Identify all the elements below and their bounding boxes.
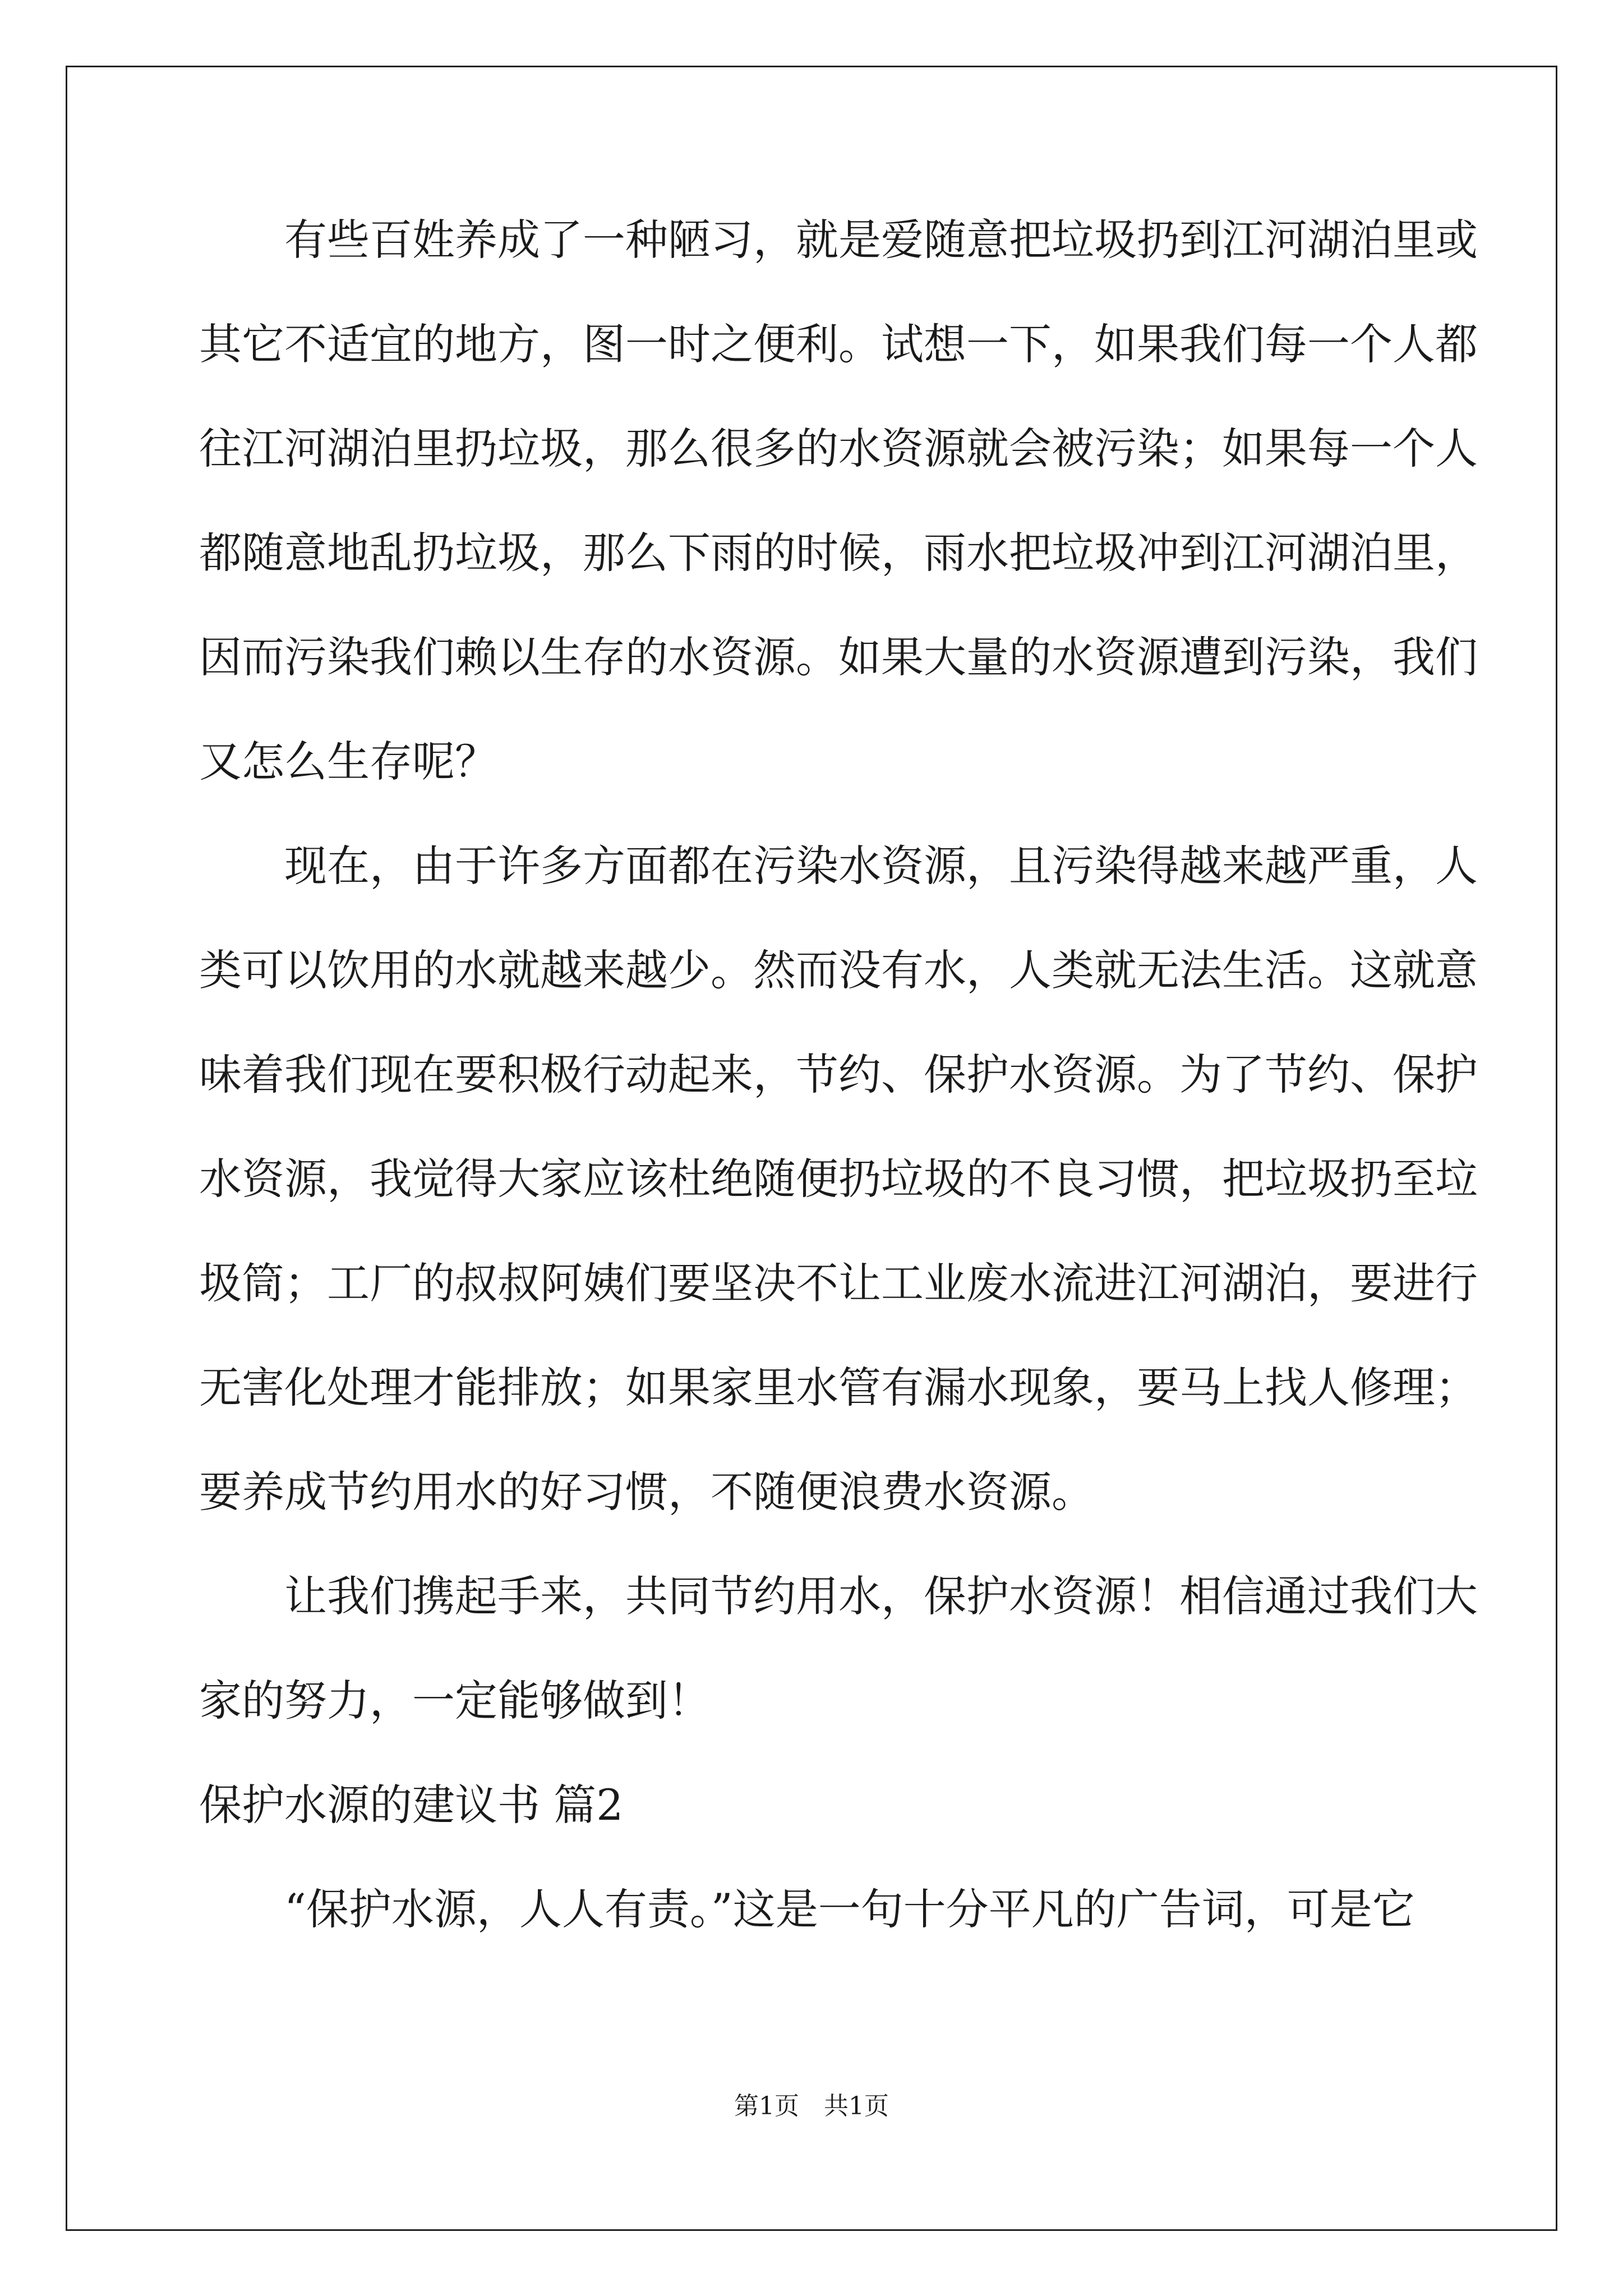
text-line: 无害化处理才能排放；如果家里水管有漏水现象，要马上找人修理；	[199, 1363, 1478, 1412]
text-line: 类可以饮用的水就越来越少。然而没有水，人类就无法生活。这就意	[199, 945, 1478, 995]
page-footer: 第1页 共1页	[734, 2092, 889, 2120]
section-heading: 保护水源的建议书 篇2	[199, 1780, 624, 1830]
text-line: 都随意地乱扔垃圾，那么下雨的时候，雨水把垃圾冲到江河湖泊里，	[199, 528, 1478, 578]
text-line: 要养成节约用水的好习惯，不随便浪费水资源。	[199, 1467, 1094, 1517]
text-line: 其它不适宜的地方，图一时之便利。试想一下，如果我们每一个人都	[199, 319, 1478, 369]
text-line: 味着我们现在要积极行动起来，节约、保护水资源。为了节约、保护	[199, 1050, 1478, 1099]
text-line: 家的努力，一定能够做到！	[199, 1676, 711, 1726]
text-line: 让我们携起手来，共同节约用水，保护水资源！相信通过我们大	[199, 1571, 1478, 1621]
text-line: 有些百姓养成了一种陋习，就是爱随意把垃圾扔到江河湖泊里或	[199, 215, 1478, 265]
text-line: “保护水源，人人有责。”这是一句十分平凡的广告词，可是它	[199, 1884, 1415, 1934]
text-line: 又怎么生存呢？	[199, 737, 497, 786]
text-line: 因而污染我们赖以生存的水资源。如果大量的水资源遭到污染，我们	[199, 632, 1478, 682]
text-line: 现在，由于许多方面都在污染水资源，且污染得越来越严重，人	[199, 841, 1478, 891]
text-line: 水资源，我觉得大家应该杜绝随便扔垃圾的不良习惯，把垃圾扔至垃	[199, 1154, 1478, 1204]
text-line: 往江河湖泊里扔垃圾，那么很多的水资源就会被污染；如果每一个人	[199, 424, 1478, 473]
document-body	[199, 188, 1478, 1962]
text-line: 圾筒；工厂的叔叔阿姨们要坚决不让工业废水流进江河湖泊，要进行	[199, 1258, 1478, 1308]
